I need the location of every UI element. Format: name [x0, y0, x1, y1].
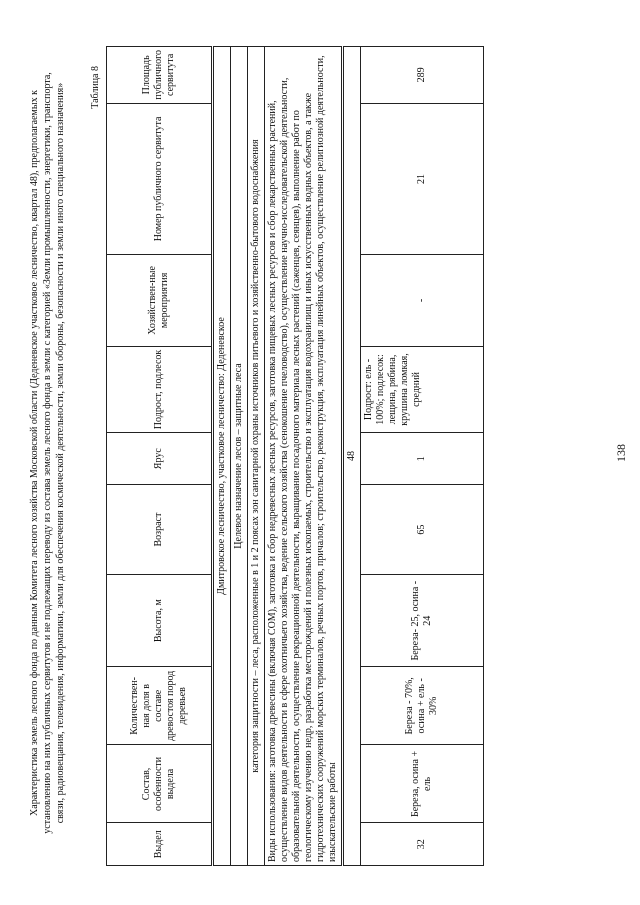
- purpose-cell: Целевое назначение лесов – защитные леса: [231, 47, 248, 866]
- usage-row: [265, 47, 343, 866]
- usage-cell: Виды использования: заготовка древесины (включая СОМ), заготовка и сбор недревесных лесных ресурсов, заготовка пищевых лесных ресурсов и сбор лекарственных растений, осуществление видов деятельности в сфере охотничьего хозяйства, ведение сельского хозяйства (сенокошение пчеловодство), осуществление научно-исследовательской деятельности, образовательной деятельности, осуществление рекреационной деятельности, выращивание посадочного материала лесных растений (саженцев, сеянцев), выполнение работ по геологическому изучению недр, разработка месторождений и полезных ископаемых, строительство и эксплуатация водохранилищ и иных искусственных водных объектов, а также гидротехнических сооружений морских терминалов, речных портов, причалов; строительство, реконструкция, эксплуатация линейных объектов, осуществление религиозной деятельности, изыскательские работы: [265, 47, 343, 866]
- header-age: Возраст: [107, 485, 213, 575]
- cell-tier: 1: [361, 433, 484, 485]
- header-tier: Ярус: [107, 433, 213, 485]
- cell-share: Береза - 70%, осина + ель - 30%: [361, 667, 484, 745]
- forestry-cell: Дмитровское лесничество, участковое лесничество: Деденевское: [213, 47, 231, 866]
- rotated-page: [22, 28, 628, 878]
- header-undergrowth: Подрост, подлесок: [107, 346, 213, 433]
- cell-vydel: 32: [361, 823, 484, 866]
- table-label: Таблица 8: [90, 66, 101, 109]
- cell-undergrowth: Подрост: ель - 100%; подлесок: лещина, рябина, крушина ломкая, средний: [361, 346, 484, 433]
- quarter-row: [343, 47, 361, 866]
- cell-measures: -: [361, 255, 484, 346]
- header-height: Высота, м: [107, 575, 213, 667]
- cell-servitude-area: 289: [361, 47, 484, 104]
- header-composition: Состав, особенности выдела: [107, 745, 213, 823]
- table-row: [361, 47, 484, 866]
- category-row: [248, 47, 265, 866]
- cell-height: Береза- 25, осина - 24: [361, 575, 484, 667]
- cell-servitude-number: 21: [361, 103, 484, 255]
- category-cell: категория защитности – леса, расположенные в 1 и 2 поясах зон санитарной охраны источников питьевого и хозяйственно-бытового водоснабжения: [248, 47, 265, 866]
- quarter-cell: 48: [343, 47, 361, 866]
- header-servitude-area: Площадь публичного сервитута: [107, 47, 213, 104]
- servitude-table: [106, 46, 484, 866]
- document-caption: Характеристика земель лесного фонда по данным Комитета лесного хозяйства Московской области (Деденевское участковое лесничество, квартал 48), предполагаемых к установлению на них публичных сервитутов и не подлежащих переводу из состава земель лесного фонда в земли с категорией «Земли промышленности, энергетики, транспорта, связи, радиовещания, телевидения, информатики, земли для обеспечения космической деятельности, земли обороны, безопасности и земли иного специального назначения»: [29, 72, 66, 834]
- header-share: Количествен-ная доля в составе древостоя пород деревьев: [107, 667, 213, 745]
- header-vydel: Выдел: [107, 823, 213, 866]
- table-header-row: [107, 47, 213, 866]
- header-servitude-number: Номер публичного сервитута: [107, 103, 213, 255]
- cell-age: 65: [361, 485, 484, 575]
- page-number: 138: [614, 444, 628, 462]
- header-measures: Хозяйствен-ные мероприятия: [107, 255, 213, 346]
- cell-composition: Береза, осина + ель: [361, 745, 484, 823]
- purpose-row: [231, 47, 248, 866]
- forestry-row: [213, 47, 231, 866]
